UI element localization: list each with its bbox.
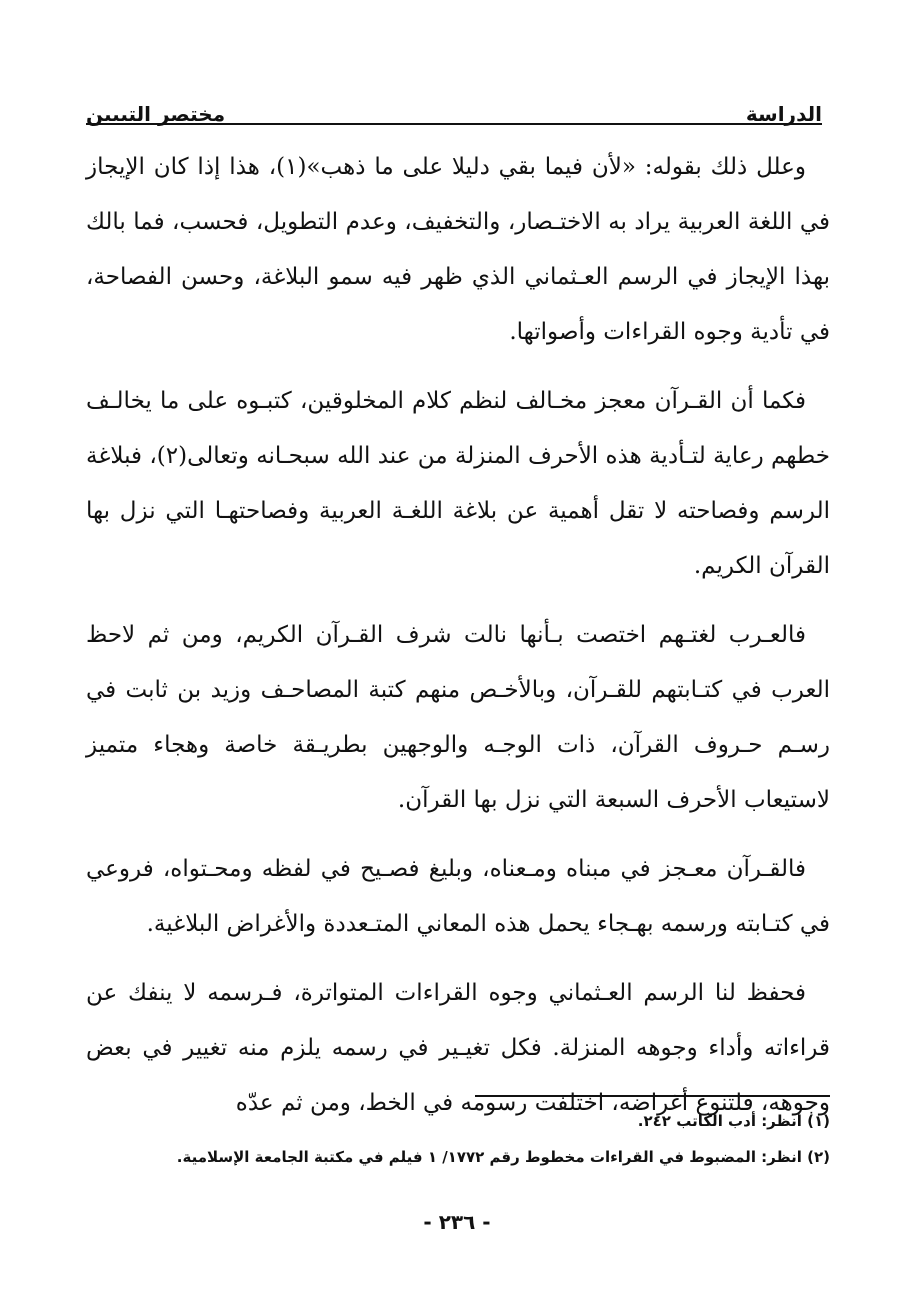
paragraph-3: فالعـرب لغتـهم اختصت بـأنها نالت شرف القـرآن الكريم، ومن ثم لاحظ العرب في كتـابتهم للقـرآن، وبالأخـص منهم كتبة المصاحـف وزيد بن ثابت في رسـم حـروف القرآن، ذات الوجـه والوجهين بطريـقة خاصة وهجاء متميز لاستيعاب الأحرف السبعة التي نزل بها القرآن. [86, 622, 830, 813]
header-book-title: مختصر التبيين [86, 102, 226, 126]
paragraph-4: فالقـرآن معـجز في مبناه ومـعناه، وبليغ فصـيح في لفظه ومحـتواه، فروعي في كتـابته ورسمه بهـجاء يحمل هذه المعاني المتـعددة والأغراض البلاغية. [86, 856, 830, 937]
footnote-2: (٢) انظر: المضبوط في القراءات مخطوط رقم ١٧٧٢/ ١ فيلم في مكتبة الجامعة الإسلامية. [176, 1148, 830, 1166]
footnote-1: (١) انظر: أدب الكاتب ٢٤٢. [637, 1112, 830, 1130]
paragraph-2: فكما أن القـرآن معجز مخـالف لنظم كلام المخلوقين، كتبـوه على ما يخالـف خطهم رعاية لتـأدية هذه الأحرف المنزلة من عند الله سبحـانه وتعالى(٢)، فبلاغة الرسم وفصاحته لا تقل أهمية عن بلاغة اللغـة العربية وفصاحتهـا التي نزل بها القرآن الكريم. [86, 388, 830, 579]
page-number: - ٢٣٦ - [423, 1210, 491, 1234]
paragraph-1: وعلل ذلك بقوله: «لأن فيما بقي دليلا على ما ذهب»(١)، هذا إذا كان الإيجاز في اللغة العربية يراد به الاختـصار، والتخفيف، وعدم التطويل، فحسب، فما بالك بهذا الإيجاز في الرسم العـثماني الذي ظهر فيه سمو البلاغة، وحسن الفصاحة، في تأدية وجوه القراءات وأصواتها. [86, 154, 830, 345]
paragraph-5: فحفظ لنا الرسم العـثماني وجوه القراءات المتواترة، فـرسمه لا ينفك عن قراءاته وأداء وجوهه المنزلة. فكل تغيـير في رسمه يلزم منه تغيير في بعض وجوهه، فلتنوع أغراضه، اختلفت رسومه في الخط، ومن ثم عدّه [86, 980, 830, 1116]
running-header [86, 74, 822, 124]
header-rule [86, 123, 822, 125]
footnotes [86, 1103, 830, 1175]
footnote-rule [475, 1095, 830, 1097]
body-text [86, 140, 830, 1131]
header-section-title: الدراسة [745, 102, 822, 126]
